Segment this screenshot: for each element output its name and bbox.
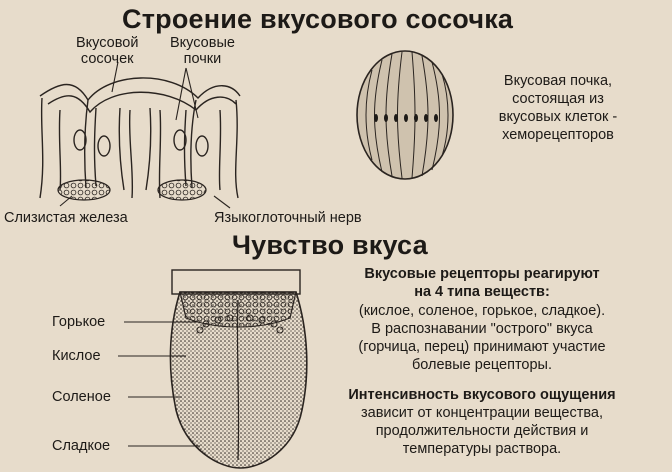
label-sweet: Сладкое [52, 438, 111, 454]
label-sour: Кислое [52, 348, 101, 364]
label-glossopharyngeal-nerve: Языкоглоточный нерв [214, 210, 362, 226]
receptors-heading: Вкусовые рецепторы реагируют на 4 типа веществ: [364, 266, 600, 300]
intensity-heading: Интенсивность вкусового ощущения [348, 387, 616, 403]
tongue-drawing [170, 270, 306, 468]
intensity-text: зависит от концентрации вещества, продолжительности действия и температуры раствора. [360, 405, 603, 457]
label-mucous-gland: Слизистая железа [4, 210, 128, 226]
title-papilla-structure: Строение вкусового сосочка [122, 4, 514, 34]
label-taste-bud-description: Вкусовая почка, состоящая из вкусовых клеток - хеморецепторов [498, 73, 618, 143]
label-bitter: Горькое [52, 314, 106, 330]
papilla-section-drawing [40, 78, 240, 198]
label-taste-buds: Вкусовые почки [170, 35, 235, 67]
label-taste-papilla: Вкусовой сосочек [76, 35, 139, 67]
receptors-text: (кислое, соленое, горькое, сладкое). В распознавании "острого" вкуса (горчица, перец) принимают участие болевые рецепторы. [358, 303, 606, 373]
taste-bud-drawing [357, 51, 453, 179]
label-salty: Соленое [52, 389, 111, 405]
title-taste-sense: Чувство вкуса [232, 230, 428, 260]
